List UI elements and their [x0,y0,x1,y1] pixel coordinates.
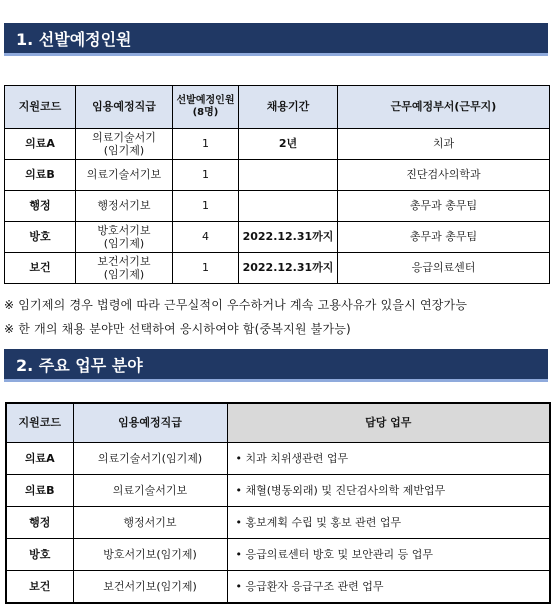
row-grade [76,253,173,284]
header-grade: 임용예정직급 [73,403,227,443]
row-code: 방호 [6,539,73,571]
note-extension: ※ 임기제의 경우 법령에 따라 근무실적이 우수하거나 계속 고용사유가 있을시 연장가능 [4,298,468,312]
table-row [5,253,550,284]
row-period: 2022.12.31까지 [239,222,338,253]
header-count-total: (8명) [192,107,219,118]
row-grade [76,160,173,191]
section-1-title-bar [4,23,548,56]
row-dept: 응급의료센터 [338,253,550,284]
row-code: 방호 [5,222,76,253]
header-dept: 근무예정부서(근무지) [338,86,550,129]
table-row [5,222,550,253]
row-period [239,191,338,222]
table-row [5,129,550,160]
grade-sub-text: (임기제) [103,268,145,281]
row-code: 보건 [6,571,73,604]
row-code: 행정 [6,507,73,539]
section-2-title-bar [4,349,548,382]
row-code: 행정 [5,191,76,222]
row-duty: • 치과 치위생관련 업무 [227,443,550,475]
section-2-title: 2. 주요 업무 분야 [16,355,143,375]
row-duty: • 응급의료센터 방호 및 보안관리 등 업무 [227,539,550,571]
row-count: 1 [173,160,239,191]
section-1-title: 1. 선발예정인원 [16,29,132,49]
table-row [5,191,550,222]
grade-sub-text: (임기제) [103,144,145,157]
row-count: 1 [173,129,239,160]
header-duty: 담당 업무 [227,403,550,443]
grade-text: 보건서기보 [97,254,151,268]
grade-text: 의료기술서기 [92,130,156,144]
header-count [173,86,239,129]
row-code: 의료A [6,443,73,475]
row-grade: 방호서기보(임기제) [73,539,227,571]
row-grade [76,222,173,253]
row-grade [76,191,173,222]
row-duty: • 채혈(병동외래) 및 진단검사의학 제반업무 [227,475,550,507]
row-grade: 행정서기보 [73,507,227,539]
table-row [6,443,550,475]
header-grade: 임용예정직급 [76,86,173,129]
row-duty: • 응급환자 응급구조 관련 업무 [227,571,550,604]
row-grade: 의료기술서기(임기제) [73,443,227,475]
table-row [6,507,550,539]
row-code: 의료B [5,160,76,191]
header-period: 채용기간 [239,86,338,129]
table-row [5,160,550,191]
row-code: 의료B [6,475,73,507]
table-header-row [6,403,550,443]
table-row [6,539,550,571]
row-grade: 의료기술서기보 [73,475,227,507]
grade-sub-text: (임기제) [103,237,145,250]
row-dept: 진단검사의학과 [338,160,550,191]
table-header-row [5,86,550,129]
grade-text: 행정서기보 [97,199,151,213]
row-duty: • 홍보계획 수립 및 홍보 관련 업무 [227,507,550,539]
table-row [6,571,550,604]
table-row [6,475,550,507]
row-count: 4 [173,222,239,253]
recruitment-count-table [4,85,550,284]
header-code: 지원코드 [5,86,76,129]
grade-text: 방호서기보 [97,223,151,237]
row-dept: 치과 [338,129,550,160]
header-count-label: 선발예정인원 [176,95,235,106]
note-single-application: ※ 한 개의 채용 분야만 선택하여 응시하여야 함(중복지원 불가능) [4,322,351,336]
grade-text: 의료기술서기보 [86,168,162,182]
row-count: 1 [173,191,239,222]
row-period [239,160,338,191]
row-grade: 보건서기보(임기제) [73,571,227,604]
row-dept: 총무과 총무팀 [338,191,550,222]
row-count: 1 [173,253,239,284]
row-code: 보건 [5,253,76,284]
row-code: 의료A [5,129,76,160]
row-dept: 총무과 총무팀 [338,222,550,253]
duty-table [5,402,551,604]
header-code: 지원코드 [6,403,73,443]
row-period: 2년 [239,129,338,160]
row-grade [76,129,173,160]
row-period: 2022.12.31까지 [239,253,338,284]
